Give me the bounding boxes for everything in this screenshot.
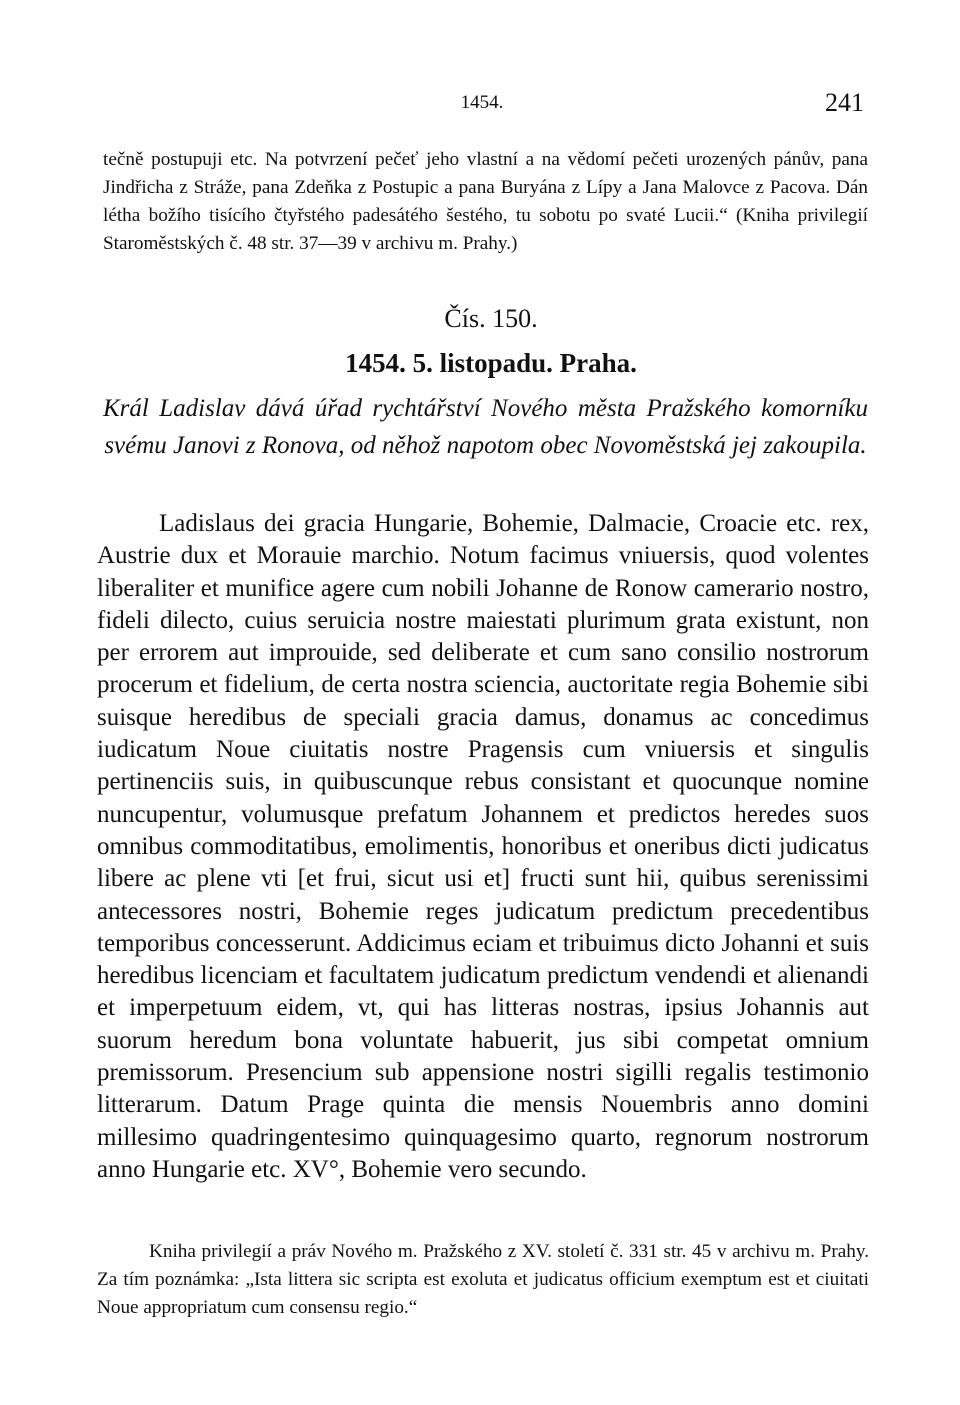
charter-text: Ladislaus dei gracia Hungarie, Bohemie, Dalmacie, Croacie etc. rex, Austrie dux et Morauie marchio. Notum facimus vniuersis, quod volentes liberaliter et munifice agere cum nobili Johanne de Ronow camerario nostro, fideli dilecto, cuius seruicia nostre maiestati plurimum grata existunt, non per errorem aut improuide, sed deliberate et cum sano consilio nostrorum procerum et fidelium, de certa nostra sciencia, auctoritate regia Bohemie sibi suisque heredibus de speciali gracia damus, donamus ac concedimus iudicatum Noue ciuitatis nostre Pragensis cum vniuersis et singulis pertinenciis suis, in quibuscunque rebus consistant et quocunque nomine nuncupentur, volumusque prefatum Johannem et predictos heredes suos omnibus commoditatibus, emolimentis, honoribus et oneribus dicti judicatus libere ac plene vti [et frui, sicut usi et] fructi sunt hii, quibus serenissimi antecessores nostri, Bohemie reges judicatum predictum precedentibus temporibus concesserunt. Addicimus eciam et tribuimus dicto Johanni et suis heredibus licenciam et facultatem judicatum predictum vendendi et alienandi et imperpetuum eidem, vt, qui has litteras nostras, ipsius Johannis aut suorum heredum bona voluntate habuerit, jus sibi competat omnium premissorum. Presencium sub appensione nostri sigilli regalis testimonio litterarum. Datum Prage quinta die mensis Nouembris anno domini millesimo quadringentesimo quinquagesimo quarto, regnorum nostrorum anno Hungarie etc. XV°, Bohemie vero secundo. [97,510,869,1183]
document-summary: Král Ladislav dává úřad rychtářství Nového města Pražského komorníku svému Janovi z Ronova, od něhož napotom obec Novoměstská jej zakoupila. [103,395,868,459]
document-number: Čís. 150. [444,304,538,333]
previous-document-ending: tečně postupuji etc. Na potvrzení pečeť jeho vlastní a na vědomí pečeti urozených pánův, pana Jindřicha z Stráže, pana Zdeňka z Postupic a pana Buryána z Lípy a Jana Malovce z Pacova. Dán létha božího tisícího čtyřstého padesátého šestého, tu sobotu po svaté Lucii.“ (Kniha privilegií Staroměstských č. 48 str. 37—39 v archivu m. Prahy.) [103,149,868,254]
running-header [100,88,864,118]
source-note: Kniha privilegií a práv Nového m. Pražského z XV. století č. 331 str. 45 v archivu m. Prahy. Za tím poznámka: „Ista littera sic scripta est exoluta et judicatus officium exemptum est et ciuitati Noue appropriatum cum consensu regio.“ [97,1241,869,1318]
running-head-year: 1454. [460,92,504,113]
page-number: 241 [825,88,864,117]
document-date-place: 1454. 5. listopadu. Praha. [345,348,637,378]
